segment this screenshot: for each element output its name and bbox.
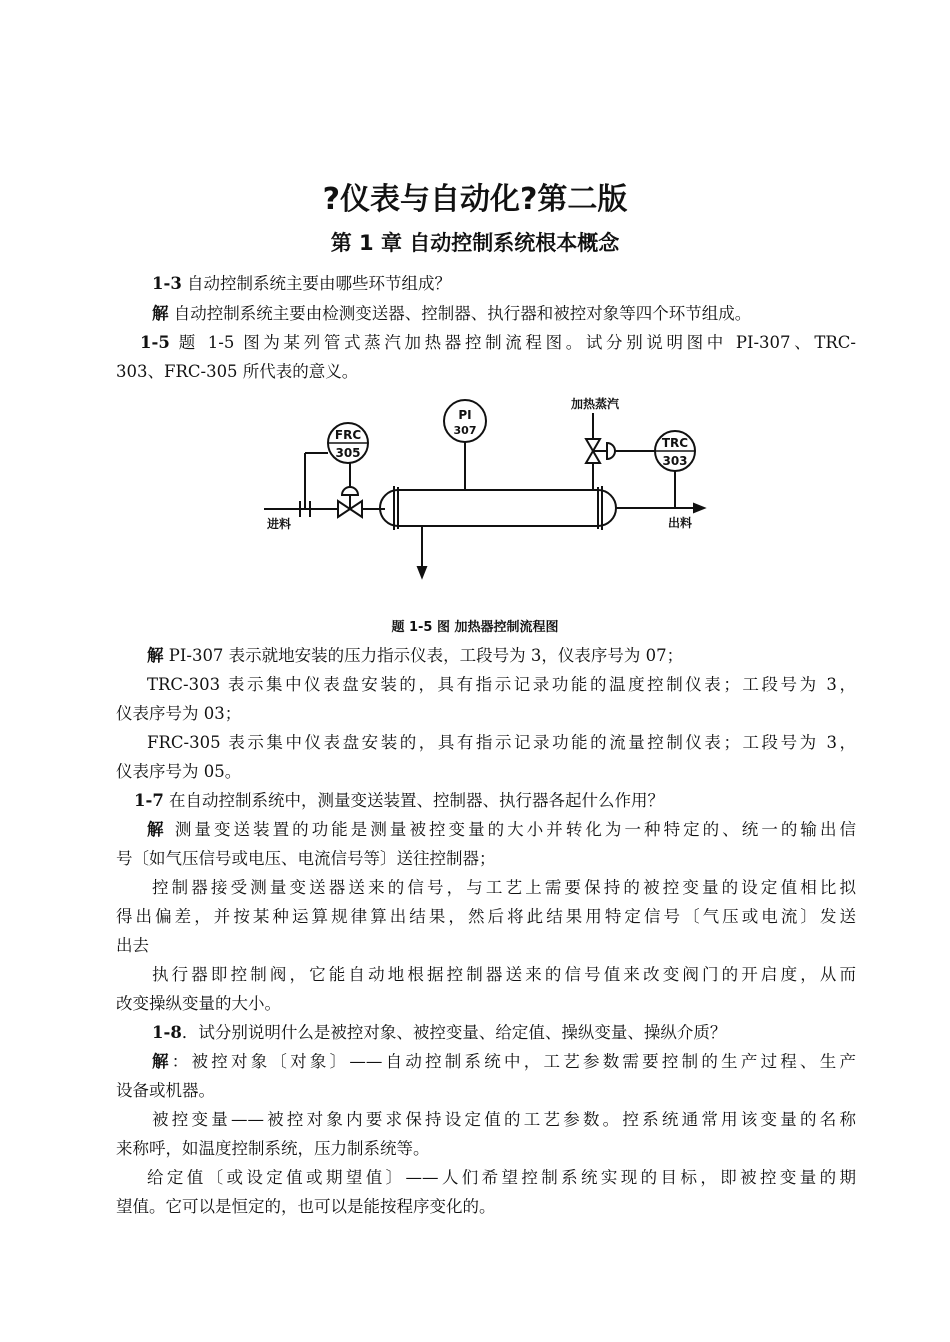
question-number: 1-7 [134,791,164,810]
answer-1-5-frc-line-1 [116,728,856,757]
question-number: 1-3 [152,274,182,293]
question-text: 在自动控制系统中，测量变送装置、控制器、执行器各起什么作用？ [163,791,665,810]
answer-text: 测量变送装置的功能是测量被控变量的大小并转化为一种特定的、统一的输出信 [166,820,857,839]
answer-1-8-p3-line-1 [116,1163,856,1192]
answer-lead: 解 [147,820,167,839]
heater-control-flow-diagram [250,395,720,590]
answer-1-7-p1-line-1 [116,815,856,844]
answer-text: 给定值〔或设定值或期望值〕——人们希望控制系统实现的目标，即被控变量的期 [147,1168,856,1187]
document-title: ?仪表与自动化?第二版 [322,182,628,217]
answer-text: 被控变量——被控对象内要求保持设定值的工艺参数。控系统通常用该变量的名称 [152,1110,856,1129]
answer-1-8-p1-line-2: 设备或机器。 [116,1081,215,1100]
inlet-label: 进料 [266,517,292,531]
answer-1-7-p2-line-1 [116,873,856,902]
answer-1-8-p2-line-1 [116,1105,856,1134]
answer-text: 执行器即控制阀，它能自动地根据控制器送来的信号值来改变阀门的开启度，从而 [152,965,856,984]
trc-tag: TRC [661,436,689,450]
question-text: 题 1-5 图为某列管式蒸汽加热器控制流程图。试分别说明图中 PI-307、TRC- [169,333,856,352]
question-text: ．试分别说明什么是被控对象、被控变量、给定值、操纵变量、操纵介质？ [181,1023,727,1042]
answer-1-5-pi [116,641,856,670]
answer-1-7-p1-line-2: 号〔如气压信号或电压、电流信号等〕送往控制器； [116,849,496,868]
answer-lead: 解 [147,646,164,665]
answer-1-5-frc-line-2: 仪表序号为 05。 [116,762,242,781]
question-number: 1-5 [140,333,170,352]
answer-text: FRC-305 表示集中仪表盘安装的，具有指示记录功能的流量控制仪表；工段号为 3， [147,733,856,752]
chapter-title: 第 1 章 自动控制系统根本概念 [330,231,620,255]
answer-text: PI-307 表示就地安装的压力指示仪表，工段号为 3，仪表序号为 07； [163,646,684,665]
pi-tag: PI [458,408,472,422]
answer-text: ：被控对象〔对象〕——自动控制系统中，工艺参数需要控制的生产过程、生产 [171,1052,857,1071]
answer-text: 自动控制系统主要由检测变送器、控制器、执行器和被控对象等四个环节组成。 [168,304,752,323]
question-text: 自动控制系统主要由哪些环节组成？ [181,274,452,293]
question-1-8 [116,1018,856,1047]
frc-number: 305 [335,446,361,460]
answer-1-7-p3-line-1 [116,960,856,989]
answer-lead: 解 [152,1052,172,1071]
answer-1-8-p2-line-2: 来称呼，如温度控制系统，压力制系统等。 [116,1139,430,1158]
answer-1-7-p3-line-2: 改变操纵变量的大小。 [116,994,281,1013]
answer-1-7-p2-line-2: 得出偏差，并按某种运算规律算出结果，然后将此结果用特定信号〔气压或电流〕发送 [116,907,856,926]
question-1-7 [116,786,856,815]
frc-tag: FRC [334,428,362,442]
pi-number: 307 [453,424,477,437]
answer-1-8-p3-line-2: 望值。它可以是恒定的，也可以是能按程序变化的。 [116,1197,496,1216]
answer-1-5-trc-line-2: 仪表序号为 03； [116,704,242,723]
answer-1-3 [116,299,856,328]
steam-label: 加热蒸汽 [570,397,620,411]
figure-caption: 题 1-5 图 加热器控制流程图 [391,620,559,635]
question-1-5-line-2: 303、FRC-305 所代表的意义。 [116,362,359,381]
question-number: 1-8 [152,1023,182,1042]
answer-1-8-p1-line-1 [116,1047,856,1076]
answer-1-7-p2-line-3: 出去 [116,936,149,955]
outlet-label: 出料 [667,516,693,530]
question-1-3 [116,269,856,298]
answer-1-5-trc-line-1 [116,670,856,699]
answer-text: 控制器接受测量变送器送来的信号，与工艺上需要保持的被控变量的设定值相比拟 [152,878,856,897]
answer-text: TRC-303 表示集中仪表盘安装的，具有指示记录功能的温度控制仪表；工段号为 3， [147,675,856,694]
question-1-5-line-1 [116,328,856,357]
trc-number: 303 [662,454,688,468]
answer-lead: 解 [152,304,169,323]
